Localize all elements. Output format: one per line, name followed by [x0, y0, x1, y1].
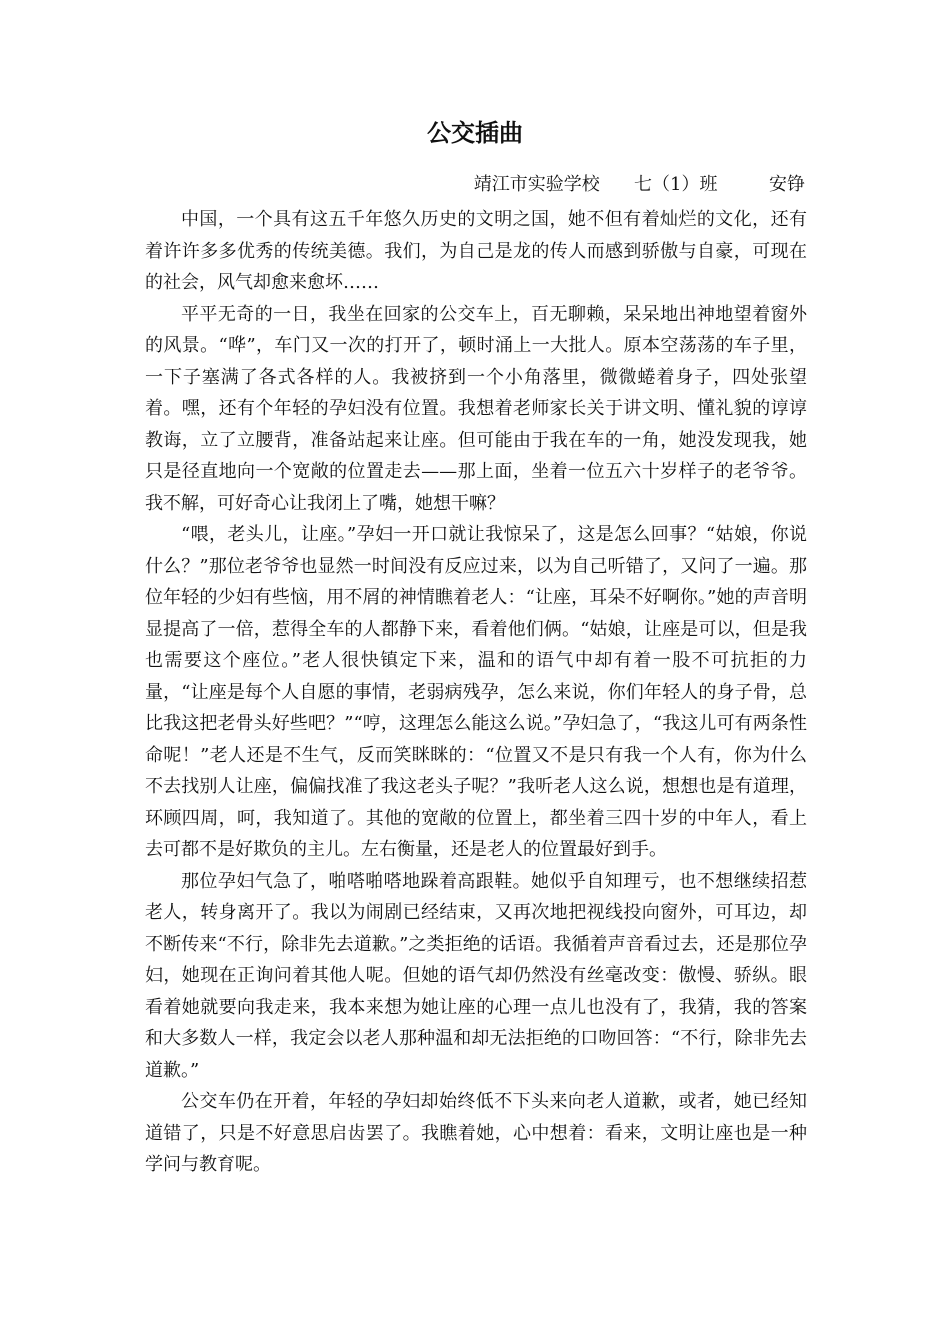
paragraph-3: “喂，老头儿，让座。”孕妇一开口就让我惊呆了，这是怎么回事？“姑娘，你说什么？”那位老爷爷也显然一时间没有反应过来，以为自己听错了，又问了一遍。那位年轻的少妇有些恼，用不屑的神情瞧着老人：“让座，耳朵不好啊你。”她的声音明显提高了一倍，惹得全车的人都静下来，看着他们俩。“姑娘，让座是可以，但是我也需要这个座位。”老人很快镇定下来，温和的语气中却有着一股不可抗拒的力量，“让座是每个人自愿的事情，老弱病残孕，怎么来说，你们年轻人的身子骨，总比我这把老骨头好些吧？”“哼，这理怎么能这么说。”孕妇急了，“我这儿可有两条性命呢！”老人还是不生气，反而笑眯眯的：“位置又不是只有我一个人有，你为什么不去找别人让座，偏偏找准了我这老头子呢？”我听老人这么说，想想也是有道理，环顾四周，呵，我知道了。其他的宽敞的位置上，都坐着三四十岁的中年人，看上去可都不是好欺负的主儿。左右衡量，还是老人的位置最好到手。	[145, 524, 807, 860]
paragraph-5: 公交车仍在开着，年轻的孕妇却始终低不下头来向老人道歉，或者，她已经知道错了，只是不好意思启齿罢了。我瞧着她，心中想着：看来，文明让座也是一种学问与教育呢。	[145, 1091, 807, 1175]
paragraph-4: 那位孕妇气急了，啪嗒啪嗒地跺着高跟鞋。她似乎自知理亏，也不想继续招惹老人，转身离开了。我以为闹剧已经结束，又再次地把视线投向窗外，可耳边，却不断传来“不行，除非先去道歉。”之类拒绝的话语。我循着声音看过去，还是那位孕妇，她现在正询问着其他人呢。但她的语气却仍然没有丝毫改变：傲慢、骄纵。眼看着她就要向我走来，我本来想为她让座的心理一点儿也没有了，我猜，我的答案和大多数人一样，我定会以老人那种温和却无法拒绝的口吻回答：“不行，除非先去道歉。”	[145, 870, 807, 1081]
byline	[145, 170, 805, 200]
essay-title: 公交插曲	[427, 119, 523, 147]
paragraph-1: 中国，一个具有这五千年悠久历史的文明之国，她不但有着灿烂的文化，还有着许许多多优秀的传统美德。我们，为自己是龙的传人而感到骄傲与自豪，可现在的社会，风气却愈来愈坏……	[145, 209, 807, 293]
essay-body	[145, 204, 807, 1181]
byline-author: 安铮	[769, 174, 805, 195]
byline-class: 七（1）班	[634, 174, 718, 195]
byline-school: 靖江市实验学校	[473, 174, 600, 195]
paragraph-2: 平平无奇的一日，我坐在回家的公交车上，百无聊赖，呆呆地出神地望着窗外的风景。“哗”，车门又一次的打开了，顿时涌上一大批人。原本空荡荡的车子里，一下子塞满了各式各样的人。我被挤到一个小角落里，微微蜷着身子，四处张望着。嘿，还有个年轻的孕妇没有位置。我想着老师家长关于讲文明、懂礼貌的谆谆教诲，立了立腰背，准备站起来让座。但可能由于我在车的一角，她没发现我，她只是径直地向一个宽敞的位置走去——那上面，坐着一位五六十岁样子的老爷爷。我不解，可好奇心让我闭上了嘴，她想干嘛？	[145, 303, 807, 514]
